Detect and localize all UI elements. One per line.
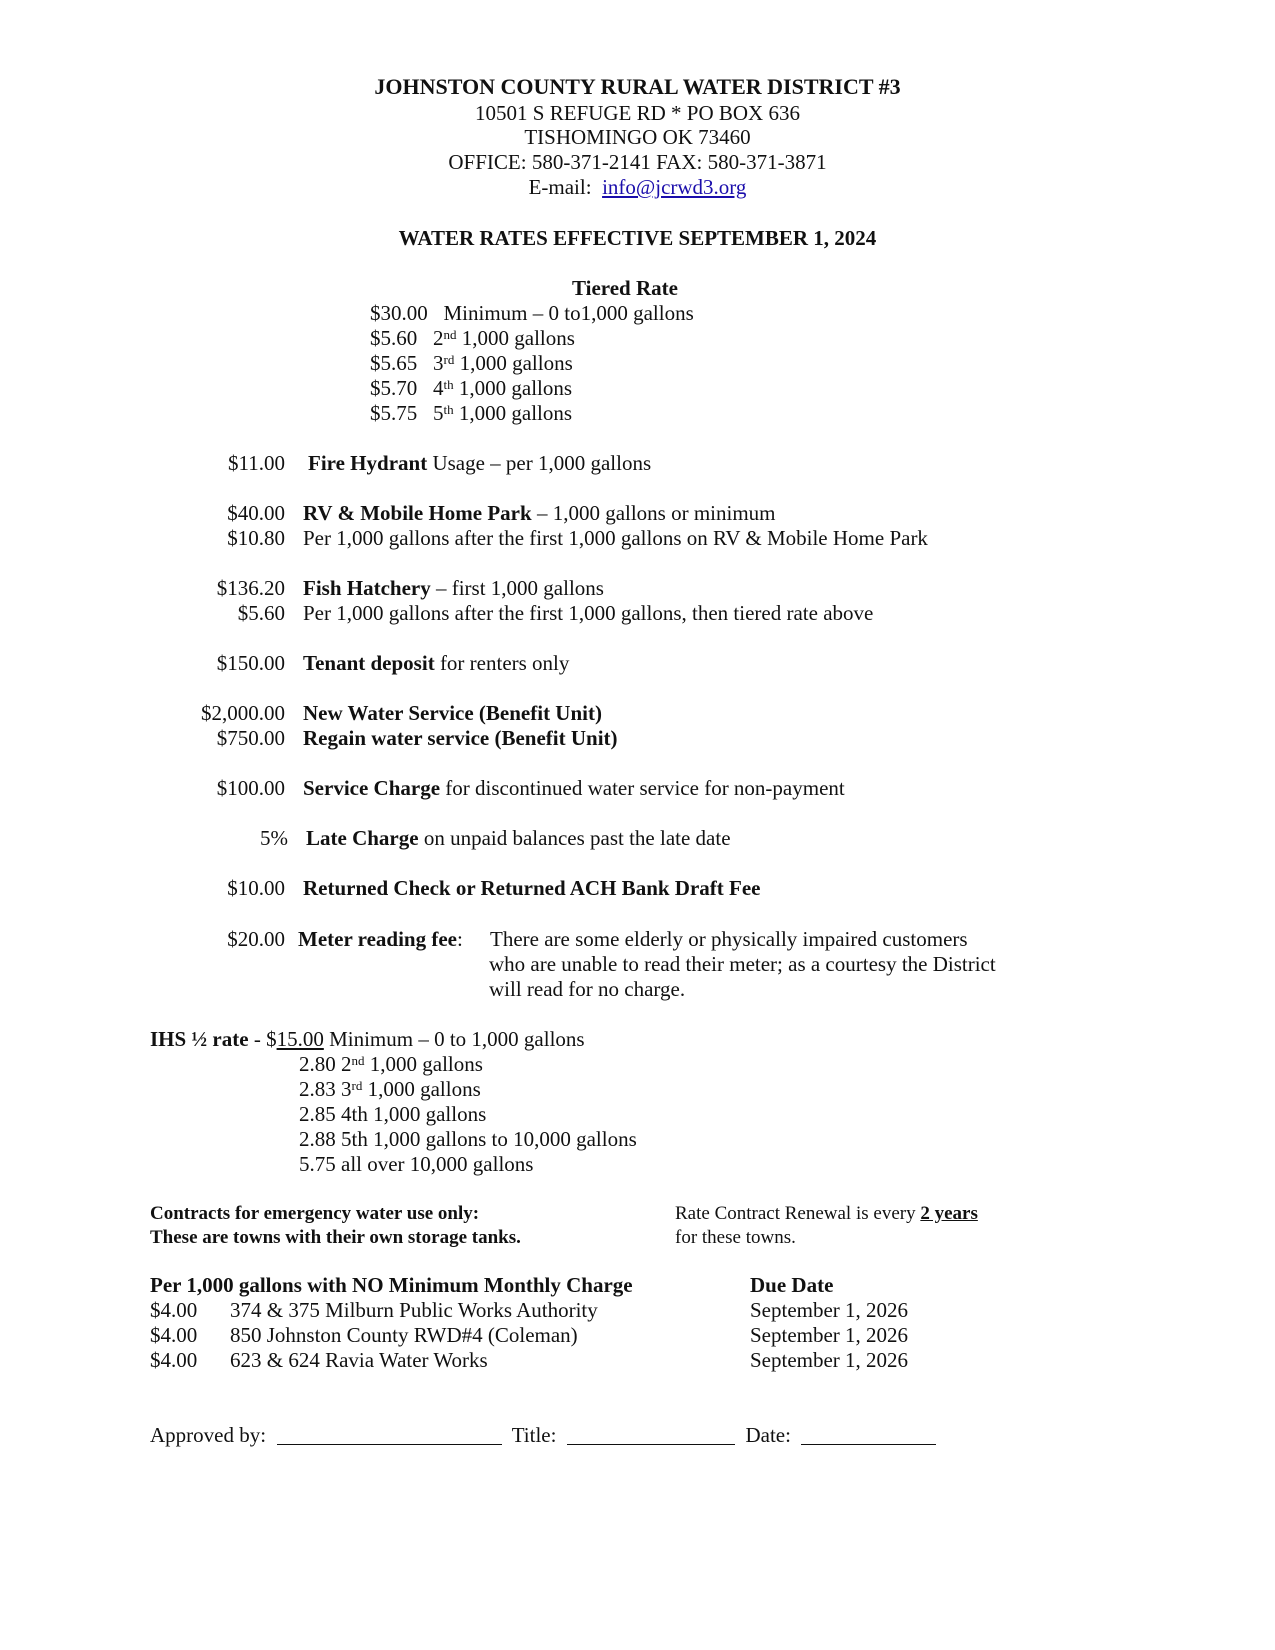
meter-fee-price: $20.00: [227, 927, 285, 951]
due-date-header: Due Date: [750, 1273, 834, 1297]
renewal-years: 2 years: [920, 1203, 978, 1224]
approved-by-blank: [277, 1424, 502, 1445]
ihs-row: 5.75 all over 10,000 gallons: [299, 1152, 534, 1176]
late-charge-desc: Late Charge on unpaid balances past the late date: [306, 826, 731, 850]
fish2-desc: Per 1,000 gallons after the first 1,000 gallons, then tiered rate above: [303, 601, 874, 625]
contracts-line-2: These are towns with their own storage tanks.: [150, 1227, 521, 1248]
late-charge-percent: 5%: [260, 826, 288, 850]
regain-desc: Regain water service (Benefit Unit): [303, 726, 618, 750]
tiered-row: $5.65 3rd 1,000 gallons: [370, 351, 573, 375]
contract-name: 850 Johnston County RWD#4 (Coleman): [230, 1323, 578, 1347]
meter-fee-note-2: who are unable to read their meter; as a courtesy the District: [489, 952, 996, 976]
contract-price: $4.00: [150, 1323, 198, 1347]
address-line-1: 10501 S REFUGE RD * PO BOX 636: [475, 101, 800, 125]
contract-name: 374 & 375 Milburn Public Works Authority: [230, 1298, 598, 1322]
contract-due-date: September 1, 2026: [750, 1298, 909, 1322]
fish-desc: Fish Hatchery – first 1,000 gallons: [303, 576, 604, 600]
tiered-row: $5.60 2nd 1,000 gallons: [370, 326, 575, 350]
contract-due-date: September 1, 2026: [750, 1348, 909, 1372]
contract-price: $4.00: [150, 1298, 198, 1322]
meter-fee-label: Meter reading fee:: [298, 927, 463, 951]
contracts-table-header: Per 1,000 gallons with NO Minimum Monthly Charge: [150, 1273, 633, 1297]
tiered-row: $5.70 4th 1,000 gallons: [370, 376, 573, 400]
contract-due-date: September 1, 2026: [750, 1323, 909, 1347]
service-charge-price: $100.00: [216, 776, 285, 800]
contract-price: $4.00: [150, 1348, 198, 1372]
approved-by-label: Approved by:: [150, 1423, 267, 1447]
ihs-rate-line: IHS ½ rate - $15.00 Minimum – 0 to 1,000 gallons: [150, 1027, 585, 1051]
signature-line: [150, 1422, 936, 1448]
org-name: JOHNSTON COUNTY RURAL WATER DISTRICT #3: [374, 74, 901, 99]
service-charge-desc: Service Charge for discontinued water service for non-payment: [303, 776, 845, 800]
contract-name: 623 & 624 Ravia Water Works: [230, 1348, 488, 1372]
returned-check-desc: Returned Check or Returned ACH Bank Draft Fee: [303, 876, 761, 900]
renewal-line-2: for these towns.: [675, 1227, 796, 1248]
fish2-price: $5.60: [237, 601, 285, 625]
date-blank: [801, 1424, 936, 1445]
ihs-row: 2.83 3rd 1,000 gallons: [299, 1077, 481, 1101]
fish-price: $136.20: [216, 576, 285, 600]
ihs-minimum-amount: 15.00: [276, 1027, 324, 1051]
email-label: E-mail:: [528, 175, 592, 199]
email-link[interactable]: info@jcrwd3.org: [602, 175, 747, 199]
meter-fee-note-1: There are some elderly or physically impaired customers: [490, 927, 968, 951]
ihs-row: 2.85 4th 1,000 gallons: [299, 1102, 487, 1126]
hydrant-desc: Fire Hydrant Usage – per 1,000 gallons: [308, 451, 652, 475]
rates-title: WATER RATES EFFECTIVE SEPTEMBER 1, 2024: [398, 226, 877, 250]
regain-price: $750.00: [216, 726, 285, 750]
rv2-desc: Per 1,000 gallons after the first 1,000 gallons on RV & Mobile Home Park: [303, 526, 928, 550]
new-service-price: $2,000.00: [201, 701, 285, 725]
rv2-price: $10.80: [227, 526, 285, 550]
tiered-rate-heading: Tiered Rate: [572, 276, 678, 300]
address-line-2: TISHOMINGO OK 73460: [524, 125, 751, 149]
new-service-desc: New Water Service (Benefit Unit): [303, 701, 602, 725]
contracts-line-1: Contracts for emergency water use only:: [150, 1203, 480, 1224]
tiered-row: $30.00 Minimum – 0 to1,000 gallons: [370, 301, 694, 325]
ihs-label: IHS ½ rate: [150, 1027, 249, 1051]
tenant-price: $150.00: [216, 651, 285, 675]
title-blank: [567, 1424, 735, 1445]
date-label: Date:: [745, 1423, 791, 1447]
ihs-row: 2.80 2nd 1,000 gallons: [299, 1052, 483, 1076]
meter-fee-note-3: will read for no charge.: [489, 977, 686, 1001]
returned-check-price: $10.00: [227, 876, 285, 900]
hydrant-price: $11.00: [228, 451, 285, 475]
phone-fax-line: OFFICE: 580-371-2141 FAX: 580-371-3871: [448, 150, 827, 174]
rv-desc: RV & Mobile Home Park – 1,000 gallons or minimum: [303, 501, 776, 525]
rv-price: $40.00: [227, 501, 285, 525]
tiered-row: $5.75 5th 1,000 gallons: [370, 401, 573, 425]
renewal-line-1: Rate Contract Renewal is every 2 years: [675, 1203, 978, 1224]
tenant-desc: Tenant deposit for renters only: [303, 651, 570, 675]
ihs-row: 2.88 5th 1,000 gallons to 10,000 gallons: [299, 1127, 637, 1151]
email-line: [0, 174, 1275, 200]
title-label: Title:: [511, 1423, 557, 1447]
